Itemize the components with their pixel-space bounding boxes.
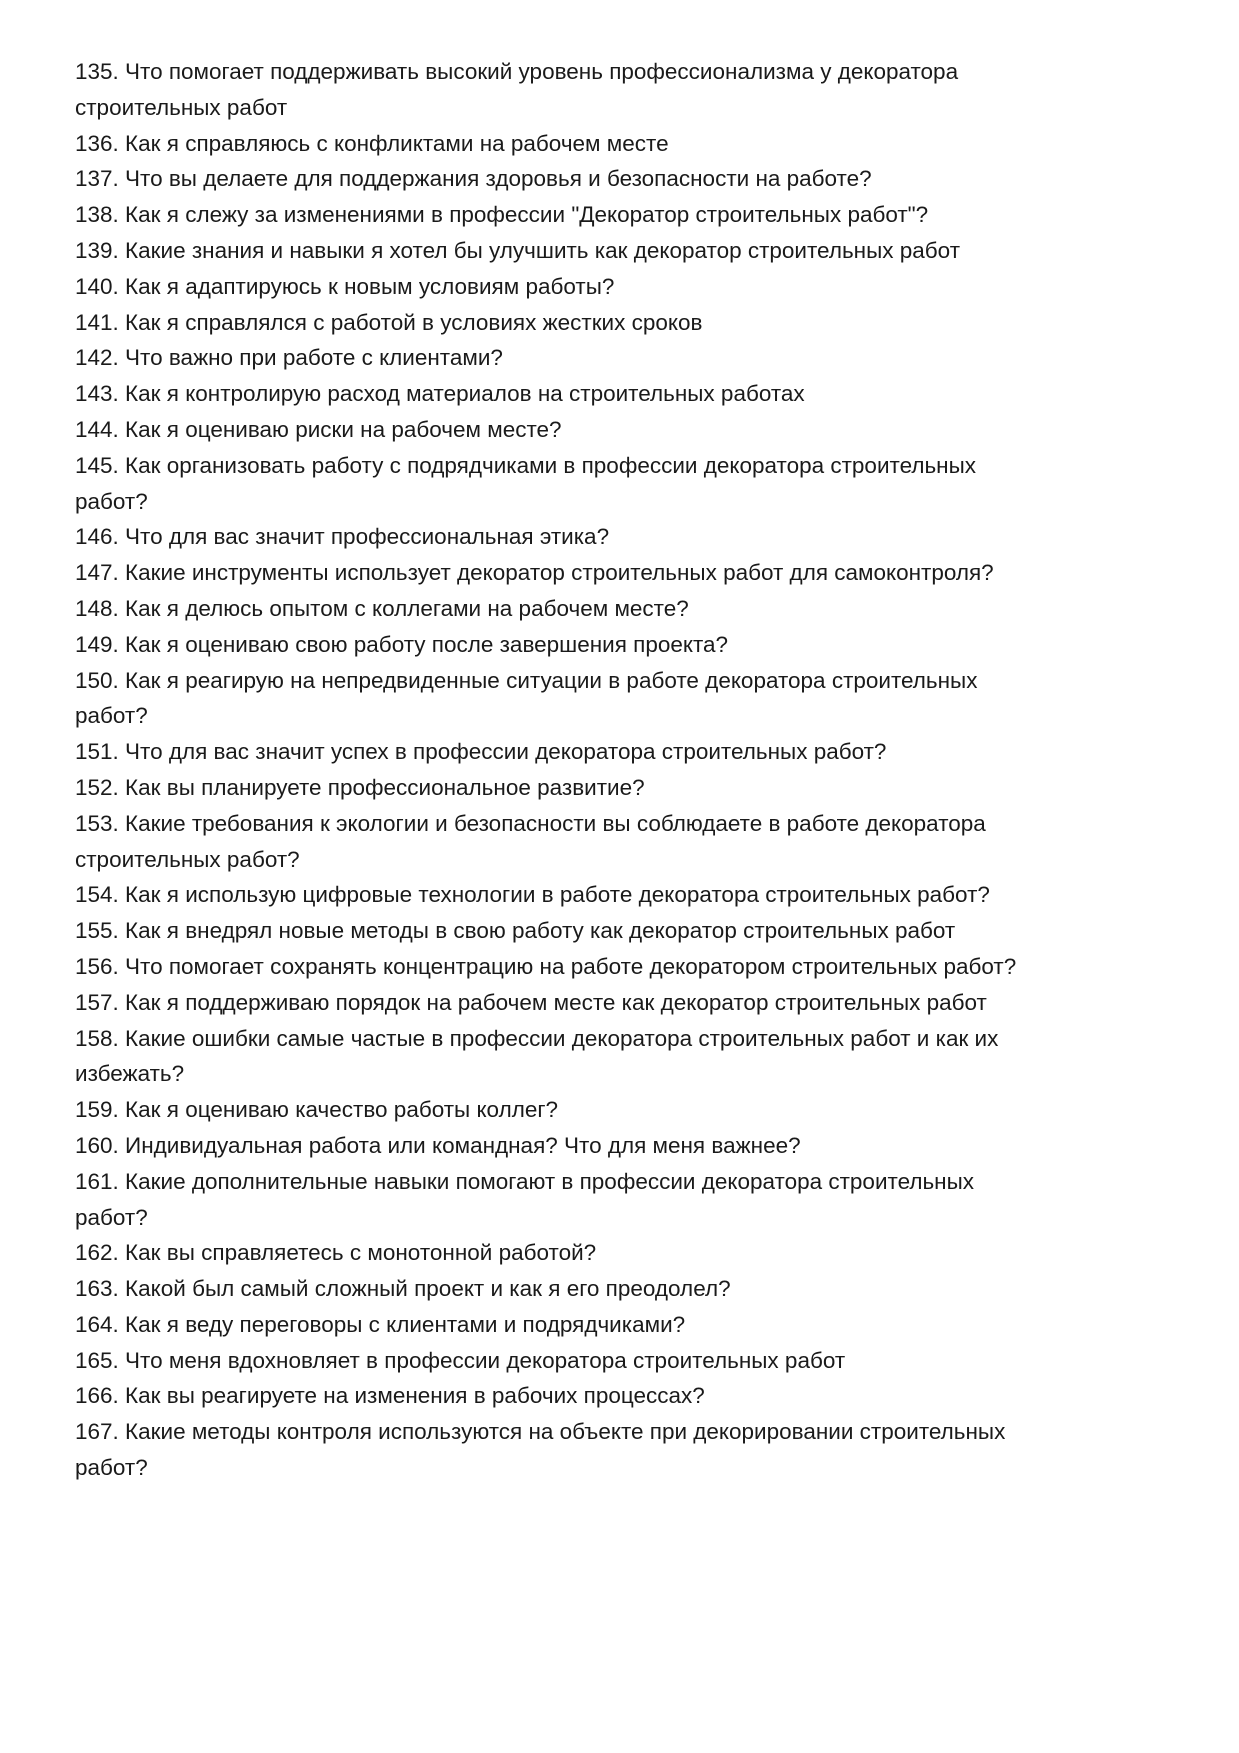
question-item <box>75 734 1175 770</box>
question-text-line: 154. Как я использую цифровые технологии в работе декоратора строительных работ? <box>75 882 990 908</box>
question-text-line: 151. Что для вас значит успех в профессии декоратора строительных работ? <box>75 739 887 765</box>
question-item <box>75 1343 1175 1379</box>
question-text-line: 163. Какой был самый сложный проект и как я его преодолел? <box>75 1276 731 1302</box>
question-item <box>75 340 1175 376</box>
question-text-line: 157. Как я поддерживаю порядок на рабочем месте как декоратор строительных работ <box>75 989 987 1015</box>
question-text-line: 140. Как я адаптируюсь к новым условиям работы? <box>75 273 615 299</box>
question-text-line: работ? <box>75 488 148 514</box>
question-text-line: 147. Какие инструменты использует декоратор строительных работ для самоконтроля? <box>75 560 994 586</box>
question-item <box>75 949 1175 985</box>
question-item <box>75 412 1175 448</box>
question-text-line: 149. Как я оцениваю свою работу после завершения проекта? <box>75 631 729 657</box>
question-text-line: 166. Как вы реагируете на изменения в рабочих процессах? <box>75 1383 705 1409</box>
question-text-line: 158. Какие ошибки самые частые в профессии декоратора строительных работ и как их <box>75 1025 999 1051</box>
question-text-line: 153. Какие требования к экологии и безопасности вы соблюдаете в работе декоратора <box>75 810 986 836</box>
question-item <box>75 519 1175 555</box>
question-text-line: избежать? <box>75 1061 185 1087</box>
question-text-line: 161. Какие дополнительные навыки помогают в профессии декоратора строительных <box>75 1168 975 1194</box>
question-text-line: строительных работ <box>75 94 288 120</box>
question-item <box>75 161 1175 197</box>
question-item <box>75 269 1175 305</box>
question-item <box>75 126 1175 162</box>
question-text-line: 165. Что меня вдохновляет в профессии декоратора строительных работ <box>75 1347 846 1373</box>
question-text-line: 139. Какие знания и навыки я хотел бы улучшить как декоратор строительных работ <box>75 237 961 263</box>
question-item <box>75 448 1175 520</box>
question-text-line: 137. Что вы делаете для поддержания здоровья и безопасности на работе? <box>75 166 872 192</box>
question-text-line: 152. Как вы планируете профессиональное развитие? <box>75 774 645 800</box>
question-text-line: 162. Как вы справляетесь с монотонной работой? <box>75 1240 597 1266</box>
question-item <box>75 627 1175 663</box>
question-item <box>75 806 1175 878</box>
question-item <box>75 877 1175 913</box>
question-item <box>75 591 1175 627</box>
question-text-line: 159. Как я оцениваю качество работы коллег? <box>75 1097 559 1123</box>
question-text-line: работ? <box>75 703 148 729</box>
question-list <box>75 54 1175 1486</box>
question-item <box>75 376 1175 412</box>
question-item <box>75 233 1175 269</box>
question-item <box>75 1307 1175 1343</box>
question-item <box>75 1378 1175 1414</box>
question-item <box>75 1414 1175 1486</box>
question-item <box>75 1021 1175 1093</box>
question-item <box>75 1235 1175 1271</box>
question-text-line: 141. Как я справлялся с работой в условиях жестких сроков <box>75 309 703 335</box>
question-text-line: 167. Какие методы контроля используются на объекте при декорировании строительных <box>75 1419 1006 1445</box>
question-item <box>75 1164 1175 1236</box>
question-text-line: 143. Как я контролирую расход материалов на строительных работах <box>75 381 805 407</box>
question-text-line: 150. Как я реагирую на непредвиденные ситуации в работе декоратора строительных <box>75 667 978 693</box>
question-item <box>75 1092 1175 1128</box>
question-text-line: работ? <box>75 1204 148 1230</box>
question-text-line: 146. Что для вас значит профессиональная этика? <box>75 524 610 550</box>
question-text-line: 142. Что важно при работе с клиентами? <box>75 345 503 371</box>
question-item <box>75 197 1175 233</box>
question-text-line: 160. Индивидуальная работа или командная? Что для меня важнее? <box>75 1132 801 1158</box>
question-text-line: 145. Как организовать работу с подрядчиками в профессии декоратора строительных <box>75 452 977 478</box>
question-item <box>75 663 1175 735</box>
question-text-line: 135. Что помогает поддерживать высокий уровень профессионализма у декоратора <box>75 59 959 84</box>
question-text-line: 155. Как я внедрял новые методы в свою работу как декоратор строительных работ <box>75 918 956 944</box>
question-text-line: 144. Как я оцениваю риски на рабочем месте? <box>75 416 562 442</box>
question-text-line: 136. Как я справляюсь с конфликтами на рабочем месте <box>75 130 669 156</box>
question-item <box>75 1271 1175 1307</box>
question-text-line: работ? <box>75 1455 148 1481</box>
question-text-line: 138. Как я слежу за изменениями в профессии "Декоратор строительных работ"? <box>75 202 929 228</box>
question-item <box>75 555 1175 591</box>
question-item <box>75 985 1175 1021</box>
question-item <box>75 305 1175 341</box>
question-item <box>75 770 1175 806</box>
question-text-line: строительных работ? <box>75 846 300 872</box>
question-item <box>75 913 1175 949</box>
question-text-line: 148. Как я делюсь опытом с коллегами на рабочем месте? <box>75 595 689 621</box>
question-item <box>75 54 1175 126</box>
question-text-line: 164. Как я веду переговоры с клиентами и подрядчиками? <box>75 1311 686 1337</box>
question-text-line: 156. Что помогает сохранять концентрацию на работе декоратором строительных работ? <box>75 953 1017 979</box>
question-item <box>75 1128 1175 1164</box>
